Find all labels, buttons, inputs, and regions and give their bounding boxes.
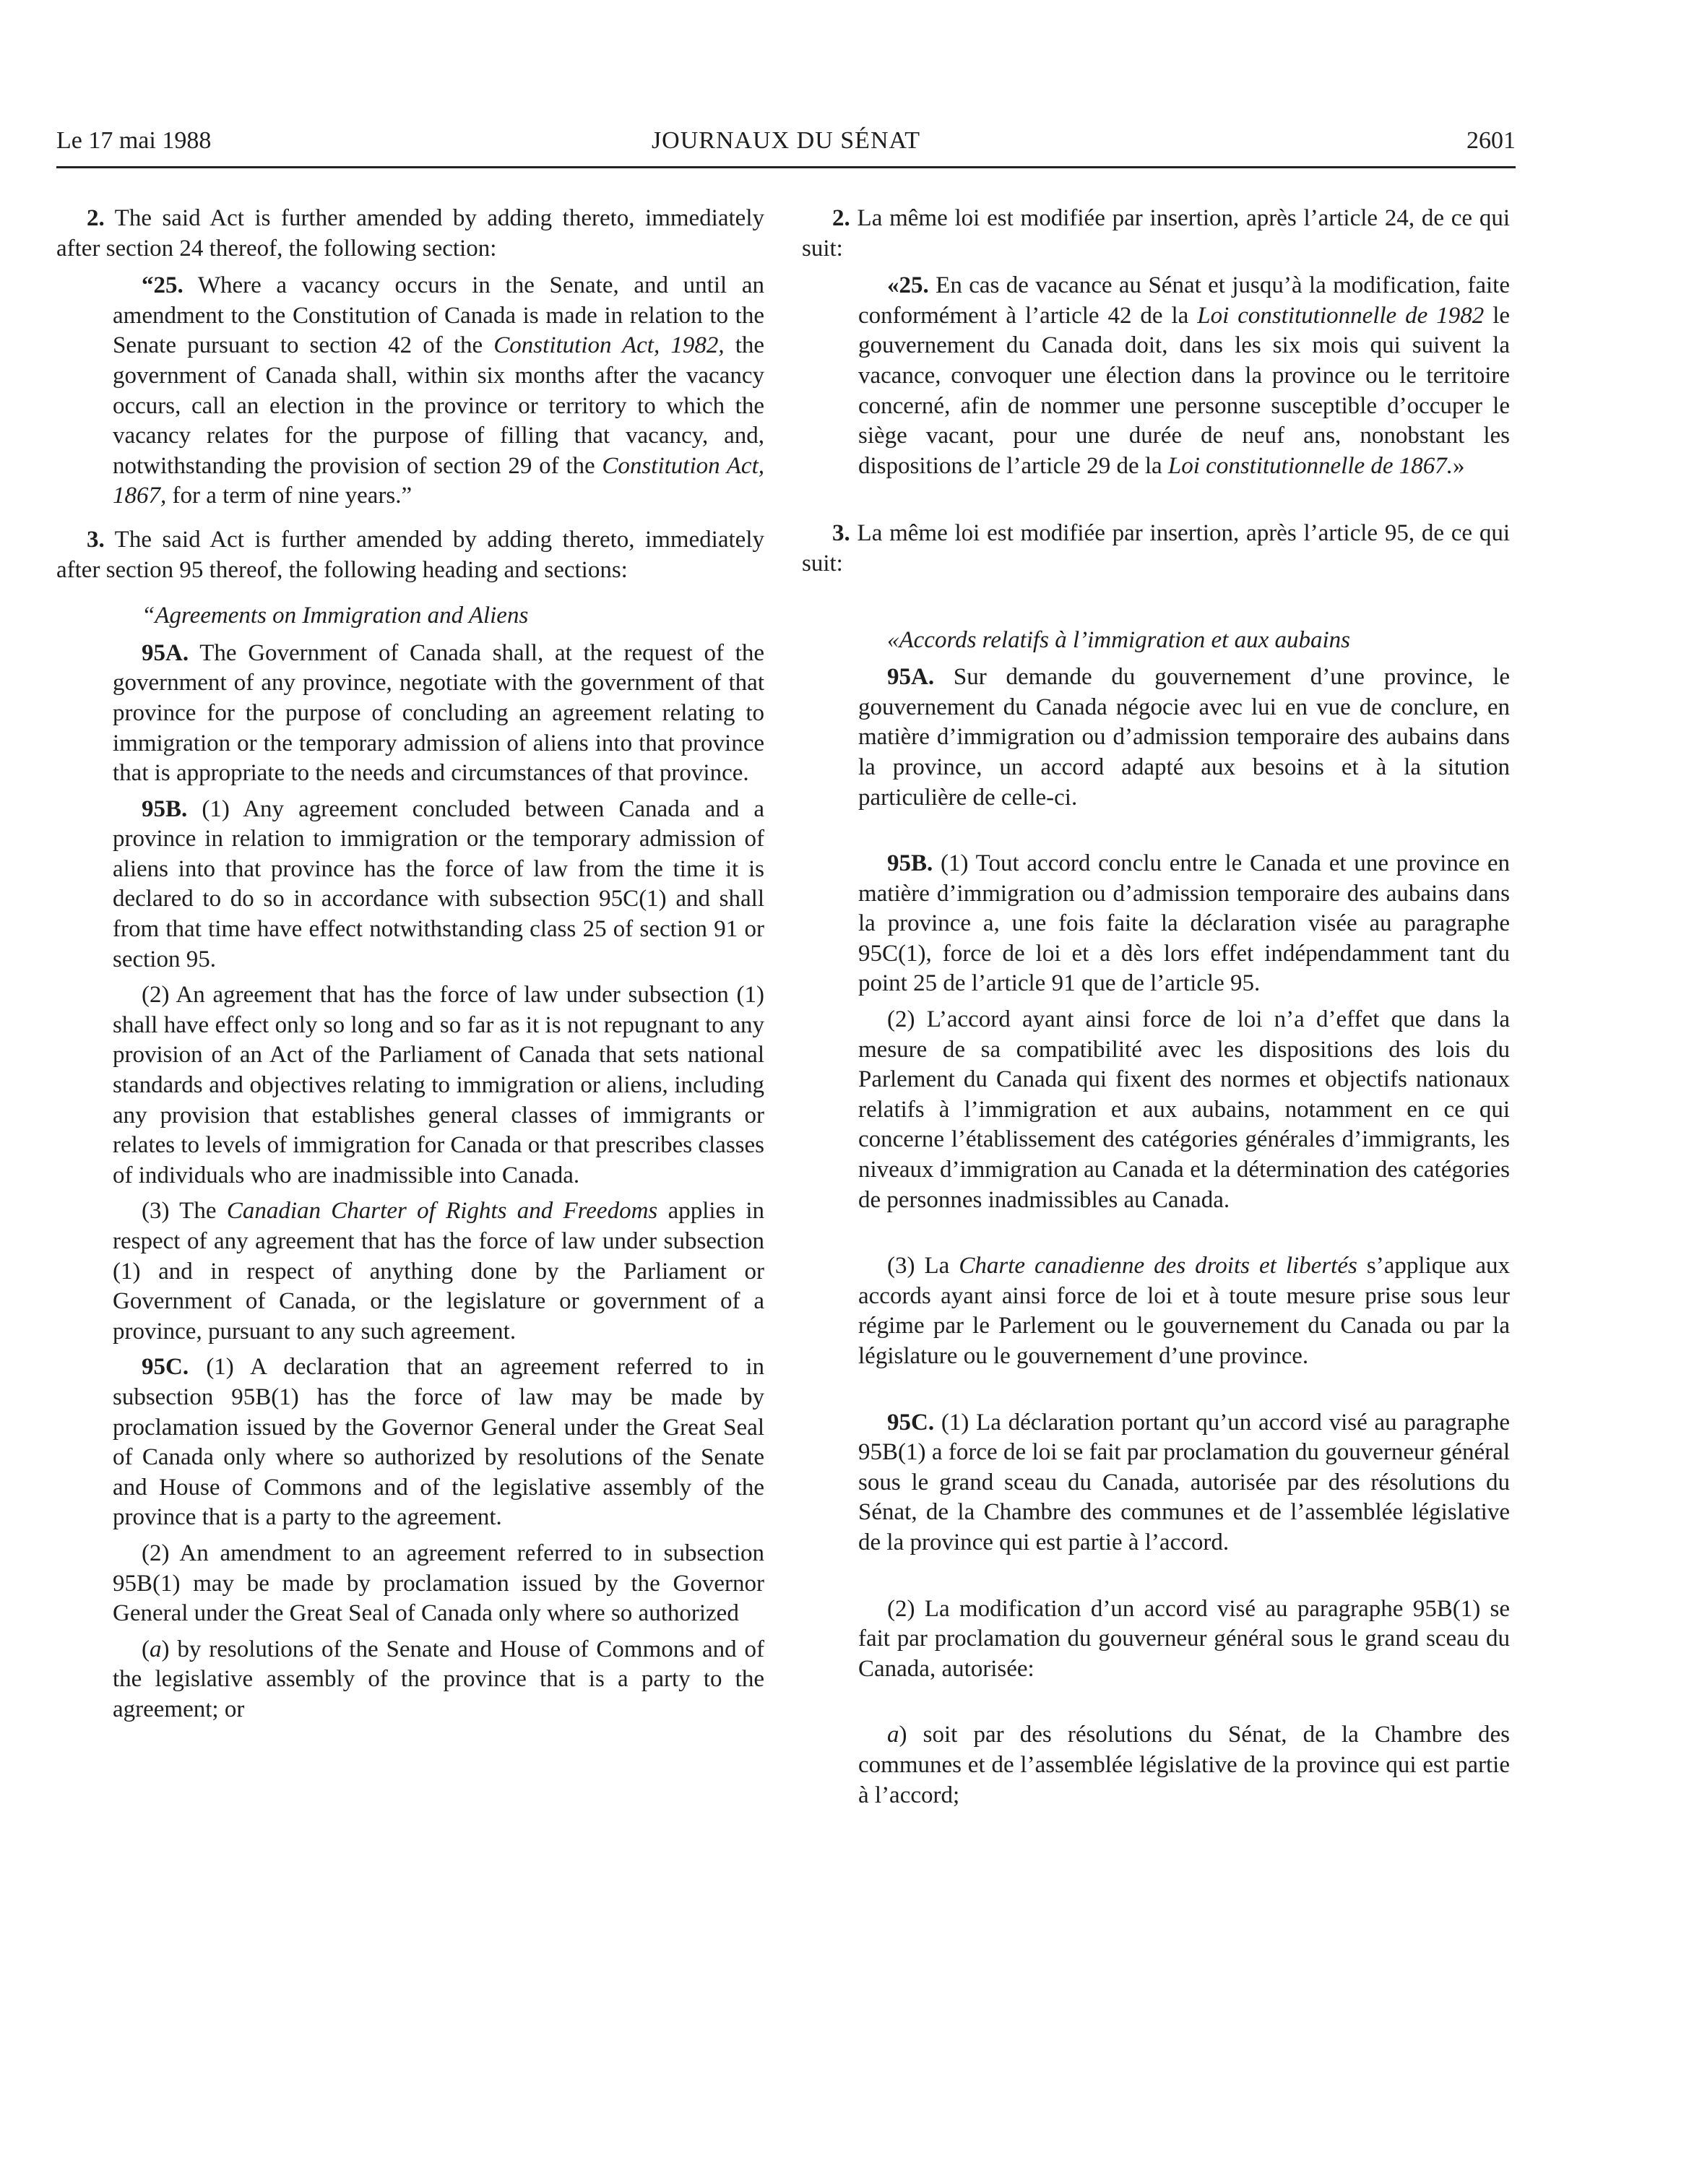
fr-section-2: 2. La même loi est modifiée par insertion, après l’article 24, de ce qui suit: (802, 205, 1511, 262)
fr-section-95c-2: (2) La modification d’un accord visé au paragraphe 95B(1) se fait par proclamation du gouverneur général sous le grand sceau du Canada, autorisée: (858, 1595, 1510, 1682)
fr-heading-immigration: «Accords relatifs à l’immigration et aux aubains (887, 626, 1351, 653)
fr-section-95b-3: (3) La Charte canadienne des droits et libertés s’applique aux accords ayant ainsi force de loi et à toute mesure prise sous leur régime par le Parlement ou le gouvernement du Canada ou par la législature ou le gouvernement d’une province. (858, 1253, 1511, 1369)
fr-section-95c-2-a: a) soit par des résolutions du Sénat, de la Chambre des communes et de l’assemblée législative de la province qui est partie à l’accord; (858, 1722, 1510, 1808)
en-section-95c-1: 95C. (1) A declaration that an agreement referred to in subsection 95B(1) has the force of law may be made by proclamation issued by the Governor General under the Great Seal of Canada only where so authorized by resolutions of the Senate and House of Commons and of the legislative assembly of the province that is a party to the agreement. (113, 1354, 765, 1531)
en-section-2: 2. The said Act is further amended by adding thereto, immediately after section 24 thereof, the following section: (56, 205, 764, 262)
fr-section-95b-2: (2) L’accord ayant ainsi force de loi n’a d’effet que dans la mesure de sa compatibilité avec les dispositions des lois du Parlement du Canada qui fixent des normes et objectifs nationaux relatifs à l’immigration et aux aubains, notamment en ce qui concerne l’établissement des catégories générales d’immigrants, les niveaux d’immigration au Canada et la détermination des catégories de personnes inadmissibles au Canada. (858, 1006, 1510, 1213)
fr-section-3: 3. La même loi est modifiée par insertion, après l’article 95, de ce qui suit: (802, 520, 1511, 577)
en-section-25: “25. Where a vacancy occurs in the Senate, and until an amendment to the Constitution of Canada is made in relation to the Senate pursuant to section 42 of the Constitution Act, 1982, the government of Canada shall, within six months after the vacancy occurs, call an election in the province or territory to which the vacancy relates for the purpose of filling that vacancy, and, notwithstanding the provision of section 29 of the Constitution Act, 1867, for a term of nine years.” (113, 272, 765, 509)
french-column (802, 204, 1510, 1810)
en-section-3: 3. The said Act is further amended by adding thereto, immediately after section 95 thereof, the following heading and sections: (56, 526, 764, 583)
fr-section-95c-1: 95C. (1) La déclaration portant qu’un accord visé au paragraphe 95B(1) a force de loi se fait par proclamation du gouverneur général sous le grand sceau du Canada, autorisée par des résolutions du Sénat, de la Chambre des communes et de l’assemblée législative de la province qui est partie à l’accord. (858, 1409, 1511, 1555)
english-column (56, 204, 764, 1725)
en-section-95b-3: (3) The Canadian Charter of Rights and Freedoms applies in respect of any agreement that has the force of law under subsection (1) and in respect of anything done by the Parliament or Government of Canada, or the legislature or government of a province, pursuant to any such agreement. (113, 1198, 765, 1345)
en-section-95a: 95A. The Government of Canada shall, at the request of the government of any province, negotiate with the government of that province for the purpose of concluding an agreement relating to immigration or the temporary admission of aliens into that province that is appropriate to the needs and circumstances of that province. (113, 639, 764, 787)
fr-section-95b-1: 95B. (1) Tout accord conclu entre le Canada et une province en matière d’immigration ou d’admission temporaire des aubains dans la province a, une fois faite la déclaration visée au paragraphe 95C(1), force de loi et a dès lors effet indépendamment tant du point 25 de l’article 91 que de l’article 95. (858, 850, 1511, 997)
header-date: Le 17 mai 1988 (56, 127, 212, 154)
en-section-95b-1: 95B. (1) Any agreement concluded between Canada and a province in relation to immigration or the temporary admission of aliens into that province has the force of law from the time it is declared to do so in accordance with subsection 95C(1) and shall from that time have effect notwithstanding class 25 of section 91 or section 95. (113, 795, 765, 972)
fr-section-25: «25. En cas de vacance au Sénat et jusqu’à la modification, faite conformément à l’article 42 de la Loi constitutionnelle de 1982 le gouvernement du Canada doit, dans les six mois qui suivent la vacance, convoquer une élection dans la province ou le territoire concerné, afin de nommer une personne susceptible d’occuper le siège vacant, pour une durée de neuf ans, nonobstant les dispositions de l’article 29 de la Loi constitutionnelle de 1867.» (858, 272, 1511, 479)
en-heading-immigration: “Agreements on Immigration and Aliens (142, 603, 529, 629)
journal-title: JOURNAUX DU SÉNAT (651, 127, 921, 154)
en-section-95c-2: (2) An amendment to an agreement referred to in subsection 95B(1) may be made by proclamation issued by the Governor General under the Great Seal of Canada only where so authorized (113, 1540, 764, 1627)
en-section-95b-2: (2) An agreement that has the force of law under subsection (1) shall have effect only so long and so far as it is not repugnant to any provision of an Act of the Parliament of Canada that sets national standards and objectives relating to immigration or aliens, including any provision that establishes general classes of immigrants or relates to levels of immigration for Canada or that prescribes classes of individuals who are inadmissible into Canada. (113, 982, 764, 1188)
page-number: 2601 (1466, 127, 1516, 154)
fr-section-95a: 95A. Sur demande du gouvernement d’une province, le gouvernement du Canada négocie avec lui en vue de conclure, en matière d’immigration ou d’admission temporaire des aubains dans la province, un accord adapté aux besoins et à la sitution particulière de celle-ci. (858, 664, 1511, 811)
running-header (56, 121, 1516, 168)
en-section-95c-2-a: (a) by resolutions of the Senate and House of Commons and of the legislative assembly of the province that is a party to the agreement; or (113, 1636, 764, 1722)
